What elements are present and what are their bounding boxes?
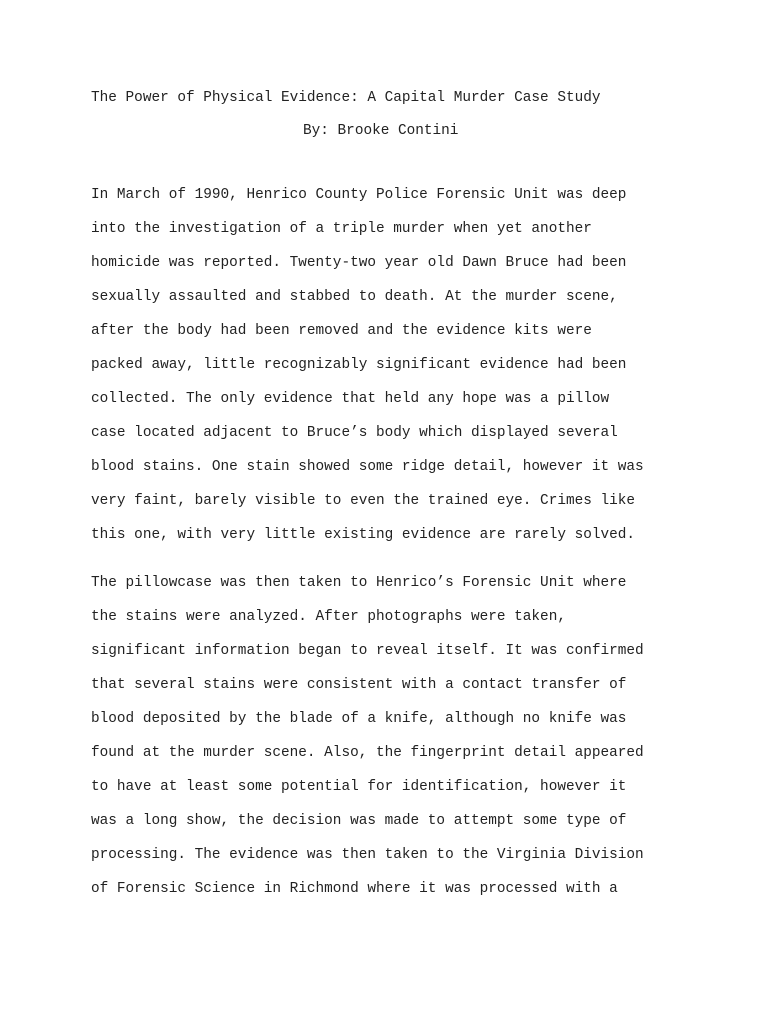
text-line: In March of 1990, Henrico County Police Forensic Unit was deep — [91, 187, 627, 203]
paragraph-1 — [91, 187, 644, 561]
text-line: significant information began to reveal itself. It was confirmed — [91, 643, 644, 659]
text-line: blood deposited by the blade of a knife, although no knife was — [91, 711, 627, 727]
text-line: the stains were analyzed. After photographs were taken, — [91, 609, 566, 625]
text-line: packed away, little recognizably significant evidence had been — [91, 357, 627, 373]
text-line: The pillowcase was then taken to Henrico’s Forensic Unit where — [91, 575, 627, 591]
author-byline: By: Brooke Contini — [303, 123, 459, 139]
text-line: processing. The evidence was then taken to the Virginia Division — [91, 847, 644, 863]
text-line: was a long show, the decision was made to attempt some type of — [91, 813, 627, 829]
text-line: that several stains were consistent with a contact transfer of — [91, 677, 627, 693]
text-line: case located adjacent to Bruce’s body which displayed several — [91, 425, 618, 441]
paragraph-2 — [91, 575, 644, 915]
text-line: this one, with very little existing evidence are rarely solved. — [91, 527, 636, 543]
text-line: blood stains. One stain showed some ridge detail, however it was — [91, 459, 644, 475]
text-line: very faint, barely visible to even the trained eye. Crimes like — [91, 493, 636, 509]
text-line: collected. The only evidence that held any hope was a pillow — [91, 391, 610, 407]
text-line: into the investigation of a triple murder when yet another — [91, 221, 592, 237]
text-line: sexually assaulted and stabbed to death. At the murder scene, — [91, 289, 618, 305]
text-line: found at the murder scene. Also, the fingerprint detail appeared — [91, 745, 644, 761]
document-title: The Power of Physical Evidence: A Capital Murder Case Study — [91, 90, 601, 106]
text-line: homicide was reported. Twenty-two year old Dawn Bruce had been — [91, 255, 627, 271]
text-line: to have at least some potential for identification, however it — [91, 779, 627, 795]
text-line: after the body had been removed and the evidence kits were — [91, 323, 592, 339]
text-line: of Forensic Science in Richmond where it was processed with a — [91, 881, 618, 897]
